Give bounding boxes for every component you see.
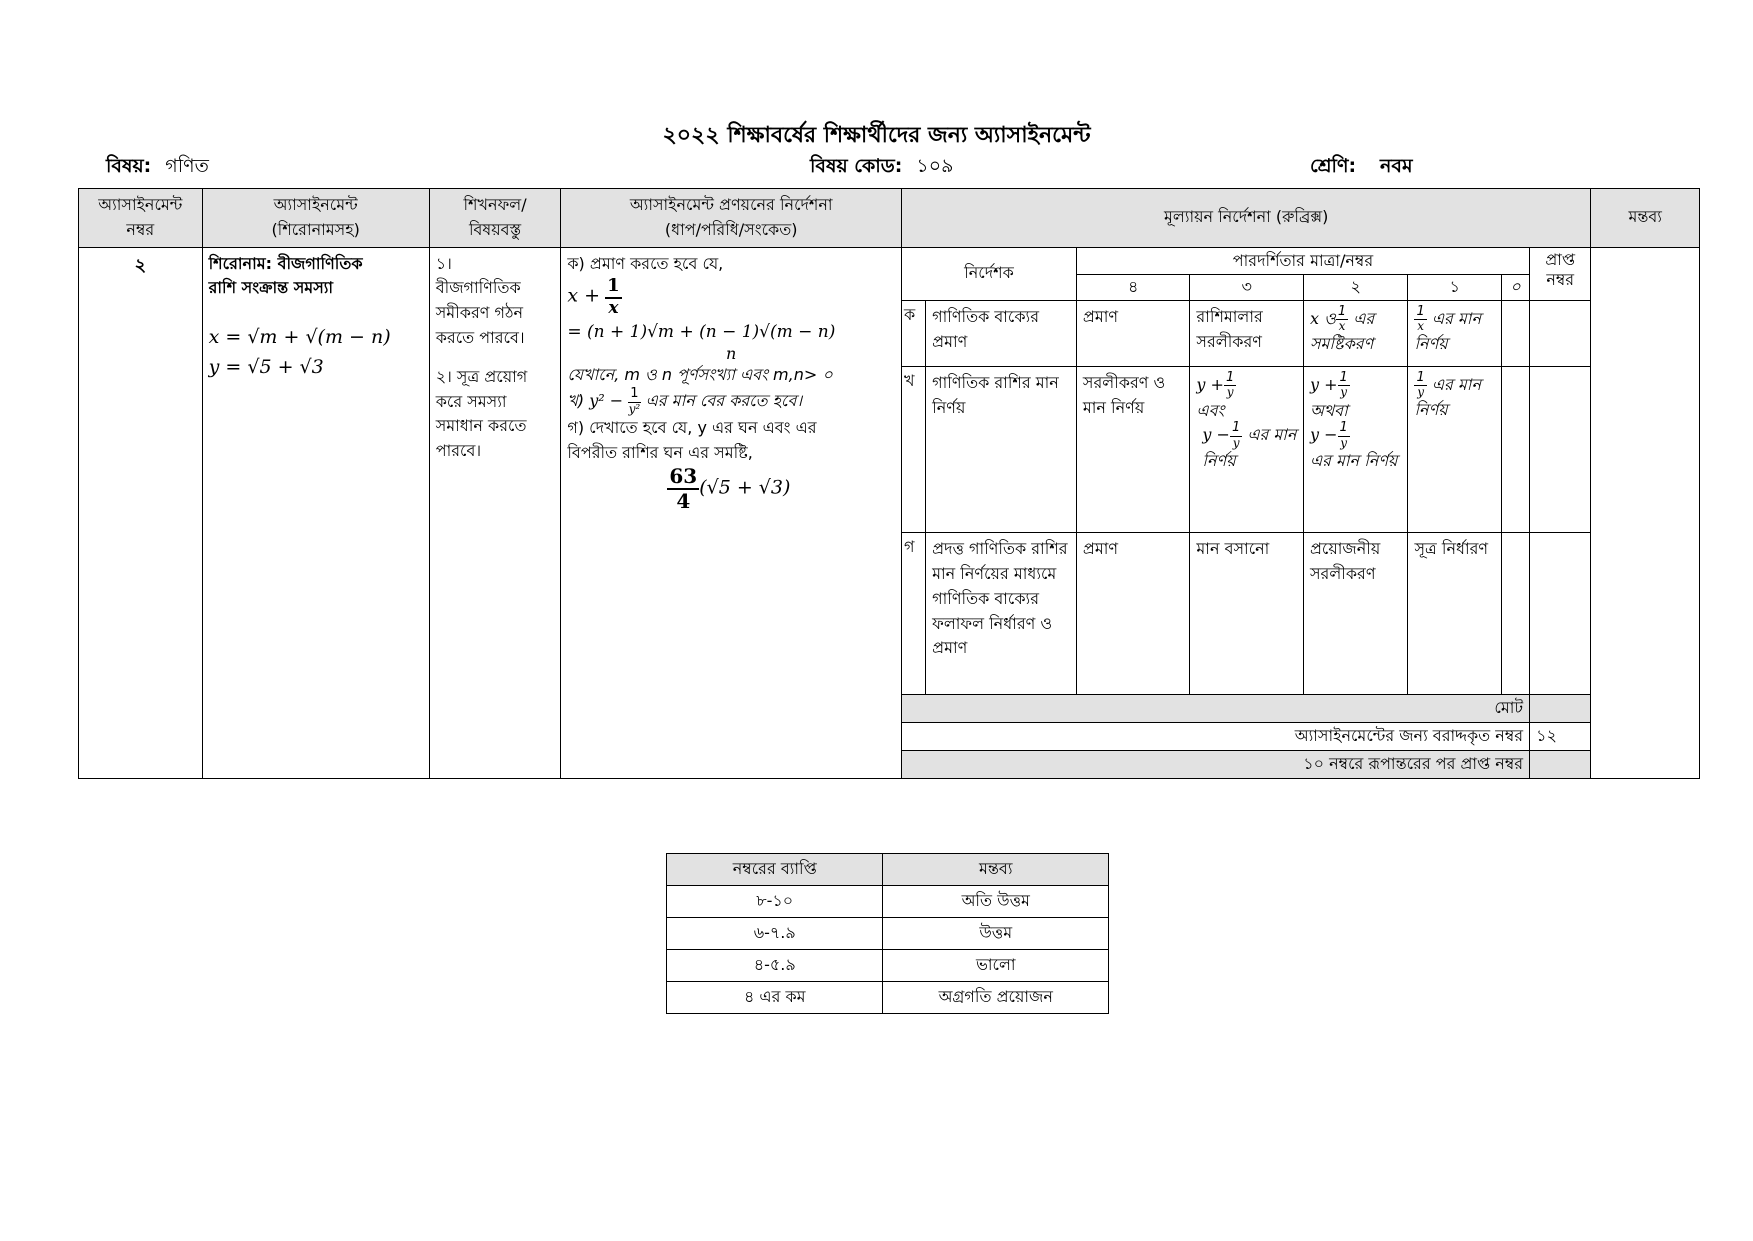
outcome-1-text: বীজগাণিতিক সমীকরণ গঠন করতে পারবে। (435, 278, 525, 347)
grade-header-row (667, 854, 1109, 886)
grade-table (666, 853, 1109, 1014)
instruction-where: যেখানে, m ও n পূর্ণসংখ্যা এবং m,n> ০ (567, 364, 833, 384)
grade-range: ৪ এর কম (667, 982, 883, 1014)
rubric-level4: প্রমাণ (1076, 533, 1190, 695)
table-row (667, 886, 1109, 918)
table-row (667, 918, 1109, 950)
rubric-level0 (1501, 367, 1529, 533)
instruction-ga-line1: গ) দেখাতে হবে যে, y এর ঘন এবং এর (567, 417, 817, 437)
allocated-value: ১২ (1530, 722, 1591, 750)
header-learning-outcome: শিখনফল/ বিষয়বস্তু (429, 189, 561, 248)
level-0: ০ (1501, 275, 1529, 301)
total-value (1530, 695, 1591, 723)
grade-range: ৪-৫.৯ (667, 950, 883, 982)
rubric-row-label: ক (902, 301, 926, 367)
rubric-level1: সূত্র নির্ধারণ (1408, 533, 1501, 695)
grade-remark: উত্তম (883, 918, 1109, 950)
table-row (667, 982, 1109, 1014)
rubric-level1: $\frac{1}{y}$ এর মান নির্ণয় (1408, 367, 1501, 533)
table-row (667, 950, 1109, 982)
rubric-level0 (1501, 301, 1529, 367)
subject-label: বিষয়: (106, 155, 152, 177)
rubric-obtained (1530, 367, 1591, 533)
remarks-cell (1591, 247, 1700, 778)
outcome-1-num: ১। (435, 253, 452, 273)
header-assignment-title: অ্যাসাইনমেন্ট (শিরোনামসহ) (202, 189, 429, 248)
level-3: ৩ (1190, 275, 1304, 301)
equation-x: x = √m + √(m − n) (208, 326, 391, 349)
level-2: ২ (1303, 275, 1408, 301)
instruction-ga-line2: বিপরীত রাশির ঘন এর সমষ্টি, (567, 442, 753, 462)
code-label: বিষয় কোড: (810, 155, 903, 177)
learning-outcomes-cell (429, 247, 561, 778)
equation-y: y = √5 + √3 (208, 355, 324, 378)
level-header: পারদর্শিতার মাত্রা/নম্বর (1076, 247, 1529, 275)
page-title: ২০২২ শিক্ষাবর্ষের শিক্ষার্থীদের জন্য অ্যাসাইনমেন্ট (662, 123, 1091, 148)
rubric-level3: মান বসানো (1190, 533, 1304, 695)
level-4: ৪ (1076, 275, 1190, 301)
rubric-level4: প্রমাণ (1076, 301, 1190, 367)
assignment-title-line2: রাশি সংক্রান্ত সমস্যা (208, 278, 334, 298)
grade-header-remark: মন্তব্য (883, 854, 1109, 886)
header-instructions: অ্যাসাইনমেন্ট প্রণয়নের নির্দেশনা (ধাপ/পরিধি/সংকেত) (561, 189, 902, 248)
total-label: মোট (902, 695, 1530, 723)
allocated-label: অ্যাসাইনমেন্টের জন্য বরাদ্দকৃত নম্বর (902, 722, 1530, 750)
grade-remark: অতি উত্তম (883, 886, 1109, 918)
rubric-level2: x ও $\frac{1}{x}$ এর সমষ্টিকরণ (1303, 301, 1408, 367)
assignment-title-cell (202, 247, 429, 778)
grade-header-range: নম্বরের ব্যাপ্তি (667, 854, 883, 886)
indicator-header: নির্দেশক (902, 247, 1077, 301)
instruction-ga-expression: $\frac{63}{4}$ (√5 + √3) (669, 464, 791, 514)
grade-range: ৬-৭.৯ (667, 918, 883, 950)
assignment-table (78, 188, 1700, 779)
rubric-level2: প্রয়োজনীয় সরলীকরণ (1303, 533, 1408, 695)
rubric-level2: y + $\frac{1}{y}$ অথবা y − $\frac{1}{y}$ এর মান নির্ণয় (1303, 367, 1408, 533)
subject-value: গণিত (165, 155, 209, 177)
assignment-title-line1: শিরোনাম: বীজগাণিতিক (208, 253, 363, 273)
header-remarks: মন্তব্য (1591, 189, 1700, 248)
rubric-indicator: গাণিতিক রাশির মান নির্ণয় (926, 367, 1077, 533)
class-label: শ্রেণি: (1310, 155, 1357, 177)
class-meta (1310, 152, 1427, 184)
rubric-indicator: প্রদত্ত গাণিতিক রাশির মান নির্ণয়ের মাধ্যমে গাণিতিক বাক্যের ফলাফল নির্ধারণ ও প্রমাণ (926, 533, 1077, 695)
instruction-ka-lhs: x + $\frac{1}{x}$ (567, 275, 620, 319)
instruction-ka-equation: = (n + 1)√m + (n − 1)√(m − n) (567, 321, 836, 342)
obtained-header: প্রাপ্ত নম্বর (1530, 247, 1591, 301)
converted-value (1530, 750, 1591, 778)
rubric-level1: $\frac{1}{x}$ এর মান নির্ণয় (1408, 301, 1501, 367)
instruction-ka-denominator: n (726, 343, 737, 363)
rubric-indicator: গাণিতিক বাক্যের প্রমাণ (926, 301, 1077, 367)
grade-range: ৮-১০ (667, 886, 883, 918)
rubric-level4: সরলীকরণ ও মান নির্ণয় (1076, 367, 1190, 533)
rubric-obtained (1530, 533, 1591, 695)
instruction-kha: খ) y² − $\frac{1}{\text{y²}}$ এর মান বের করতে হবে। (567, 386, 803, 416)
rubric-obtained (1530, 301, 1591, 367)
subject-meta (106, 152, 209, 184)
code-meta (810, 152, 953, 184)
instruction-ka: ক) প্রমাণ করতে হবে যে, (567, 253, 724, 273)
rubric-row-label: খ (902, 367, 926, 533)
header-row (79, 189, 1700, 248)
class-value: নবম (1380, 155, 1413, 177)
level-1: ১ (1408, 275, 1501, 301)
rubric-level3: রাশিমালার সরলীকরণ (1190, 301, 1304, 367)
instructions-cell (561, 247, 902, 778)
header-assignment-no: অ্যাসাইনমেন্ট নম্বর (79, 189, 203, 248)
rubric-row-label: গ (902, 533, 926, 695)
assignment-number: ২ (79, 247, 203, 778)
outcome-2-text: ২। সূত্র প্রয়োগ করে সমস্যা সমাধান করতে পারবে। (435, 366, 528, 461)
rubric-level3: y + $\frac{1}{y}$ এবং y − $\frac{1}{y}$ এর মান নির্ণয় (1190, 367, 1304, 533)
converted-label: ১০ নম্বরে রূপান্তরের পর প্রাপ্ত নম্বর (902, 750, 1530, 778)
rubric-level0 (1501, 533, 1529, 695)
grade-remark: অগ্রগতি প্রয়োজন (883, 982, 1109, 1014)
grade-remark: ভালো (883, 950, 1109, 982)
header-rubric: মূল্যায়ন নির্দেশনা (রুব্রিক্স) (902, 189, 1591, 248)
code-value: ১০৯ (916, 155, 954, 177)
